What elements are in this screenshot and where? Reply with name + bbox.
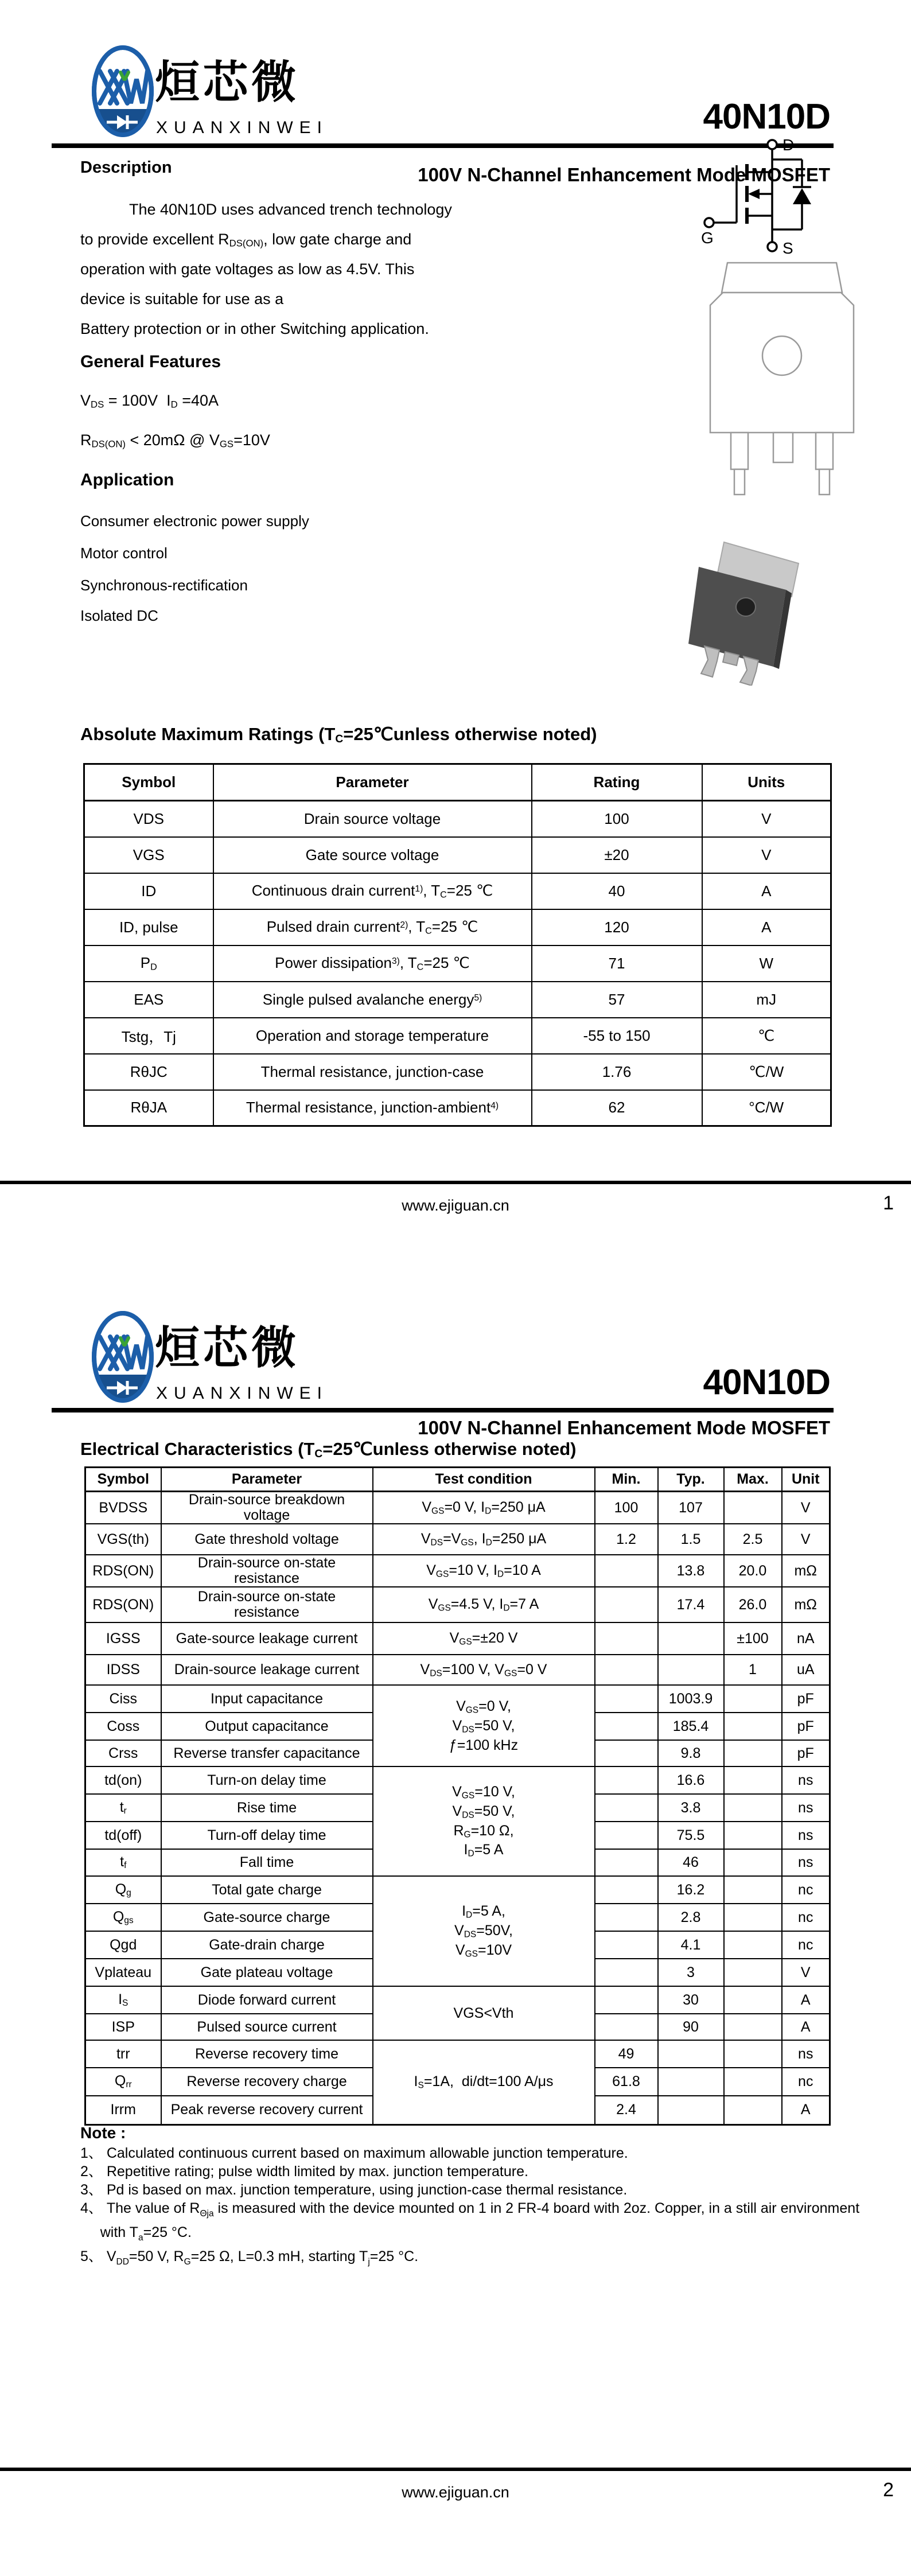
table-row	[85, 1876, 830, 1904]
brand-logo-icon	[91, 1309, 155, 1404]
table-cell	[595, 1822, 658, 1849]
footer-url: www.ejiguan.cn	[402, 1197, 509, 1214]
table-cell: Gate-drain charge	[161, 1931, 373, 1959]
note-item: 3、 Pd is based on max. junction temperature, using junction-case thermal resistance.	[80, 2182, 628, 2198]
table-cell: $V_{GS}=10$ V, $V_{DS}=50$ V, $R_G=10$ Ω, $I_D=5$ A	[373, 1766, 595, 1876]
table-cell: nc	[782, 1876, 830, 1904]
features-title: General Features	[80, 352, 221, 371]
header-rule	[52, 1408, 834, 1412]
description-title: Description	[80, 158, 172, 177]
table-cell: td(on)	[85, 1766, 161, 1794]
brand-name-cn: 烜芯微	[155, 57, 300, 107]
table-cell: 62	[532, 1090, 702, 1126]
table-cell	[595, 1904, 658, 1931]
table-row	[85, 1685, 830, 1713]
table-cell: Reverse recovery time	[161, 2040, 373, 2068]
table-cell: 17.4	[658, 1587, 724, 1622]
table-cell: 46	[658, 1849, 724, 1876]
table-cell: Pulsed source current	[161, 2014, 373, 2040]
footer-rule	[0, 1181, 911, 1184]
table-cell: IDSS	[85, 1655, 161, 1685]
table-cell: V	[702, 837, 831, 873]
table-cell: 57	[532, 982, 702, 1018]
brand-logo-icon	[91, 44, 155, 139]
symbol-label-drain: D	[782, 137, 795, 154]
table-cell: 16.2	[658, 1876, 724, 1904]
column-header: Symbol	[85, 1468, 161, 1492]
table-cell: $V_{GS}=10$ V, $I_D=10$ A	[373, 1555, 595, 1587]
table-cell	[724, 1740, 782, 1766]
table-cell: W	[702, 945, 831, 982]
table-cell: mΩ	[782, 1555, 830, 1587]
table-cell: $V_{GS}=4.5$ V, $I_D=7$ A	[373, 1587, 595, 1622]
table-cell: Power dissipation$^{3)}$, $T_C=25$ ℃	[213, 945, 532, 982]
table-row	[85, 1524, 830, 1555]
table-cell: pF	[782, 1713, 830, 1740]
page-number: 1	[883, 1192, 894, 1214]
table-cell	[724, 2096, 782, 2124]
table-cell: 1.2	[595, 1524, 658, 1555]
table-cell	[595, 1849, 658, 1876]
feature-line: $R_{DS(ON)} < 20m\Omega$ @ $V_{GS}=10V$	[80, 431, 270, 450]
table-cell	[724, 1794, 782, 1822]
column-header: Min.	[595, 1468, 658, 1492]
note-item: 2、 Repetitive rating; pulse width limited by max. junction temperature.	[80, 2163, 528, 2180]
table-cell: Coss	[85, 1713, 161, 1740]
table-cell: V	[782, 1492, 830, 1524]
table-cell: 4.1	[658, 1931, 724, 1959]
table-cell: 185.4	[658, 1713, 724, 1740]
table-cell: Input capacitance	[161, 1685, 373, 1713]
table-cell	[724, 1822, 782, 1849]
table-cell: $Q_{rr}$	[85, 2068, 161, 2096]
column-header: Units	[702, 764, 831, 801]
table-cell: 61.8	[595, 2068, 658, 2096]
table-cell: Output capacitance	[161, 1713, 373, 1740]
table-cell: IGSS	[85, 1622, 161, 1655]
table-cell	[595, 1740, 658, 1766]
description-line: to provide excellent $R_{DS(ON)}$, low gate charge and	[80, 231, 412, 249]
table-cell: Turn-off delay time	[161, 1822, 373, 1849]
table-cell: nA	[782, 1622, 830, 1655]
table-cell	[724, 1685, 782, 1713]
table-cell: 16.6	[658, 1766, 724, 1794]
table-row	[85, 1766, 830, 1794]
note-item: 1、 Calculated continuous current based on maximum allowable junction temperature.	[80, 2145, 628, 2161]
table-cell: 71	[532, 945, 702, 982]
table-cell: 26.0	[724, 1587, 782, 1622]
table-cell: Drain-source on-state resistance	[161, 1587, 373, 1622]
table-cell: Drain-source on-state resistance	[161, 1555, 373, 1587]
table-cell: 13.8	[658, 1555, 724, 1587]
table-cell: 1.76	[532, 1054, 702, 1090]
table-cell	[658, 1655, 724, 1685]
table-cell: ns	[782, 1849, 830, 1876]
table-cell: 2.8	[658, 1904, 724, 1931]
table-cell: 100	[595, 1492, 658, 1524]
table-cell	[658, 2040, 724, 2068]
table-cell	[724, 2014, 782, 2040]
table-cell: ±20	[532, 837, 702, 873]
table-cell	[595, 1655, 658, 1685]
column-header: Parameter	[161, 1468, 373, 1492]
table-row	[84, 837, 831, 873]
note-item: 4、 The value of $R_{\Theta ja}$ is measured with the device mounted on 1 in 2 FR-4 board with 2oz. Copper, in a still air environment with $T_a=25$ °C.	[80, 2200, 860, 2243]
page-number: 2	[883, 2479, 894, 2501]
table-cell: EAS	[84, 982, 213, 1018]
ec-table	[84, 1466, 831, 2126]
table-cell: trr	[85, 2040, 161, 2068]
table-cell: pF	[782, 1740, 830, 1766]
application-title: Application	[80, 470, 174, 489]
table-cell: ns	[782, 1822, 830, 1849]
table-cell	[724, 1931, 782, 1959]
table-cell: Pulsed drain current$^{2)}$, $T_C=25$ ℃	[213, 909, 532, 945]
symbol-label-source: S	[782, 239, 793, 257]
table-cell: Total gate charge	[161, 1876, 373, 1904]
table-row	[85, 1555, 830, 1587]
table-cell: °C/W	[702, 1090, 831, 1126]
table-cell: pF	[782, 1685, 830, 1713]
column-header: Rating	[532, 764, 702, 801]
notes-list	[80, 2144, 859, 2271]
table-row	[84, 1054, 831, 1090]
table-cell: BVDSS	[85, 1492, 161, 1524]
table-cell: Tstg，Tj	[84, 1018, 213, 1054]
table-cell: ISP	[85, 2014, 161, 2040]
table-cell: ℃	[702, 1018, 831, 1054]
table-cell: V	[702, 801, 831, 837]
table-row	[84, 909, 831, 945]
table-cell: Thermal resistance, junction-ambient$^{4)}$	[213, 1090, 532, 1126]
table-cell: td(off)	[85, 1822, 161, 1849]
table-cell: $Q_{gs}$	[85, 1904, 161, 1931]
table-cell: $t_r$	[85, 1794, 161, 1822]
table-cell: 1	[724, 1655, 782, 1685]
table-cell	[595, 1713, 658, 1740]
table-cell	[595, 1876, 658, 1904]
table-cell: $P_D$	[84, 945, 213, 982]
note-title: Note :	[80, 2124, 126, 2142]
table-cell	[724, 2068, 782, 2096]
table-row	[85, 1655, 830, 1685]
table-cell: Gate plateau voltage	[161, 1959, 373, 1986]
table-cell: $V_{DS}=100$ V, $V_{GS}=0$ V	[373, 1655, 595, 1685]
column-header: Symbol	[84, 764, 213, 801]
column-header: Parameter	[213, 764, 532, 801]
table-cell: Reverse transfer capacitance	[161, 1740, 373, 1766]
brand-name-en: XUANXINWEI	[156, 118, 329, 137]
table-cell	[658, 1622, 724, 1655]
table-cell: Fall time	[161, 1849, 373, 1876]
table-cell: 75.5	[658, 1822, 724, 1849]
table-cell: nc	[782, 2068, 830, 2096]
table-row	[85, 1986, 830, 2014]
table-cell: ±100	[724, 1622, 782, 1655]
table-cell: $Q_g$	[85, 1876, 161, 1904]
table-cell	[595, 1766, 658, 1794]
table-cell: ℃/W	[702, 1054, 831, 1090]
table-cell	[724, 1766, 782, 1794]
table-cell: Crss	[85, 1740, 161, 1766]
table-cell: Gate-source charge	[161, 1904, 373, 1931]
table-cell: Reverse recovery charge	[161, 2068, 373, 2096]
table-row	[85, 1622, 830, 1655]
column-header: Max.	[724, 1468, 782, 1492]
note-item: 5、 $V_{DD}=50$ V, $R_G=25$ Ω, L=0.3 mH, starting $T_j=25$ °C.	[80, 2248, 419, 2267]
table-cell: Single pulsed avalanche energy$^{5)}$	[213, 982, 532, 1018]
table-cell: V	[782, 1524, 830, 1555]
table-cell: RθJC	[84, 1054, 213, 1090]
column-header: Unit	[782, 1468, 830, 1492]
table-cell: Qgd	[85, 1931, 161, 1959]
table-cell	[724, 1849, 782, 1876]
table-cell: ns	[782, 2040, 830, 2068]
column-header: Typ.	[658, 1468, 724, 1492]
table-cell: VGS	[84, 837, 213, 873]
package-photo	[688, 539, 809, 686]
application-line: Isolated DC	[80, 607, 158, 624]
table-cell	[595, 1622, 658, 1655]
table-cell	[724, 1986, 782, 2014]
table-cell	[595, 1986, 658, 2014]
table-cell: 2.5	[724, 1524, 782, 1555]
table-cell: mJ	[702, 982, 831, 1018]
table-cell: $t_f$	[85, 1849, 161, 1876]
table-cell: 2.4	[595, 2096, 658, 2124]
table-cell: nc	[782, 1931, 830, 1959]
table-cell	[658, 2068, 724, 2096]
mosfet-symbol-diagram	[699, 137, 848, 258]
column-header: Test condition	[373, 1468, 595, 1492]
table-cell	[724, 1492, 782, 1524]
table-cell	[595, 1959, 658, 1986]
document-subtitle: 100V N-Channel Enhancement Mode MOSFET	[418, 1417, 830, 1438]
table-cell	[595, 1555, 658, 1587]
table-cell: 90	[658, 2014, 724, 2040]
table-cell: 49	[595, 2040, 658, 2068]
table-cell: uA	[782, 1655, 830, 1685]
table-cell: A	[702, 909, 831, 945]
table-cell: ID	[84, 873, 213, 909]
table-cell: Thermal resistance, junction-case	[213, 1054, 532, 1090]
table-cell: VDS	[84, 801, 213, 837]
abs-max-title: Absolute Maximum Ratings ($T_C=25℃unless$ otherwise noted)	[80, 724, 597, 745]
table-cell: Turn-on delay time	[161, 1766, 373, 1794]
table-cell	[658, 2096, 724, 2124]
footer-url: www.ejiguan.cn	[402, 2484, 509, 2501]
table-cell: Drain-source leakage current	[161, 1655, 373, 1685]
part-number-title: 40N10D	[703, 97, 830, 137]
table-cell: $V_{GS}=0$ V, $V_{DS}=50$ V, ƒ=100 kHz	[373, 1685, 595, 1766]
table-cell: ns	[782, 1766, 830, 1794]
table-cell	[724, 1876, 782, 1904]
table-cell: A	[782, 2096, 830, 2124]
table-cell: A	[782, 1986, 830, 2014]
table-cell	[595, 1587, 658, 1622]
table-cell	[595, 1685, 658, 1713]
table-row	[84, 801, 831, 837]
table-cell: $I_S$	[85, 1986, 161, 2014]
table-cell: 40	[532, 873, 702, 909]
table-row	[85, 1492, 830, 1524]
table-cell: Peak reverse recovery current	[161, 2096, 373, 2124]
table-row	[84, 873, 831, 909]
table-row	[85, 2040, 830, 2068]
package-outline-drawing	[704, 259, 859, 497]
table-cell: V	[782, 1959, 830, 1986]
table-cell: A	[782, 2014, 830, 2040]
footer-rule	[0, 2468, 911, 2471]
table-cell: Gate threshold voltage	[161, 1524, 373, 1555]
table-cell: 1003.9	[658, 1685, 724, 1713]
table-row	[84, 1090, 831, 1126]
table-cell: $I_S=1A$, di/dt=100 A/μs	[373, 2040, 595, 2124]
application-line: Consumer electronic power supply	[80, 512, 309, 530]
table-cell	[595, 1931, 658, 1959]
table-cell: Gate-source leakage current	[161, 1622, 373, 1655]
document-subtitle: 100V N-Channel Enhancement Mode MOSFET	[418, 164, 830, 185]
table-cell: Gate source voltage	[213, 837, 532, 873]
description-line: operation with gate voltages as low as 4.5V. This	[80, 260, 415, 278]
description-line: device is suitable for use as a	[80, 290, 284, 308]
table-cell: Ciss	[85, 1685, 161, 1713]
table-cell: nc	[782, 1904, 830, 1931]
table-cell: $V_{GS}=\pm 20$ V	[373, 1622, 595, 1655]
table-cell: mΩ	[782, 1587, 830, 1622]
table-cell: Drain source voltage	[213, 801, 532, 837]
brand-name-cn: 烜芯微	[155, 1322, 300, 1373]
application-line: Motor control	[80, 544, 168, 562]
table-cell: $I_D=5$ A, $V_{DS}=50V$, $V_{GS}=10V$	[373, 1876, 595, 1986]
table-cell: RDS(ON)	[85, 1555, 161, 1587]
table-cell: 20.0	[724, 1555, 782, 1587]
table-header-row	[85, 1468, 830, 1492]
table-cell	[595, 1794, 658, 1822]
table-cell	[724, 2040, 782, 2068]
table-cell: 3	[658, 1959, 724, 1986]
abs-max-table	[83, 763, 832, 1127]
table-cell: ns	[782, 1794, 830, 1822]
table-cell: Rise time	[161, 1794, 373, 1822]
table-cell: 30	[658, 1986, 724, 2014]
table-cell: -55 to 150	[532, 1018, 702, 1054]
table-cell: Diode forward current	[161, 1986, 373, 2014]
application-line: Synchronous-rectification	[80, 577, 248, 594]
table-cell: RDS(ON)	[85, 1587, 161, 1622]
table-cell: ID, pulse	[84, 909, 213, 945]
table-cell: RθJA	[84, 1090, 213, 1126]
symbol-label-gate: G	[701, 229, 714, 247]
table-cell: Vplateau	[85, 1959, 161, 1986]
table-cell: Irrm	[85, 2096, 161, 2124]
part-number-title: 40N10D	[703, 1363, 830, 1402]
ec-title: Electrical Characteristics ($T_C=25℃unless$ otherwise noted)	[80, 1439, 577, 1460]
table-cell: 3.8	[658, 1794, 724, 1822]
table-cell: Operation and storage temperature	[213, 1018, 532, 1054]
table-cell: 9.8	[658, 1740, 724, 1766]
table-cell	[595, 2014, 658, 2040]
table-cell: $V_{GS}=0$ V, $I_D=250$ μA	[373, 1492, 595, 1524]
table-cell: VGS(th)	[85, 1524, 161, 1555]
table-row	[84, 945, 831, 982]
table-row	[84, 982, 831, 1018]
brand-name-en: XUANXINWEI	[156, 1384, 329, 1403]
table-row	[85, 1587, 830, 1622]
table-cell: Drain-source breakdown voltage	[161, 1492, 373, 1524]
table-row	[84, 1018, 831, 1054]
table-cell: 107	[658, 1492, 724, 1524]
table-cell: Continuous drain current$^{1)}$, $T_C=25$ ℃	[213, 873, 532, 909]
table-cell	[724, 1713, 782, 1740]
table-cell	[724, 1959, 782, 1986]
table-cell: 1.5	[658, 1524, 724, 1555]
table-cell: 120	[532, 909, 702, 945]
feature-line: $V_{DS} = 100V$ $I_D =40A$	[80, 392, 219, 410]
table-header-row	[84, 764, 831, 801]
table-cell: A	[702, 873, 831, 909]
description-line: Battery protection or in other Switching application.	[80, 320, 429, 337]
table-cell: VGS<Vth	[373, 1986, 595, 2040]
table-cell: 100	[532, 801, 702, 837]
description-line: The 40N10D uses advanced trench technology	[129, 201, 452, 218]
table-cell: $V_{DS}=V_{GS}$, $I_D=250$ μA	[373, 1524, 595, 1555]
table-cell	[724, 1904, 782, 1931]
